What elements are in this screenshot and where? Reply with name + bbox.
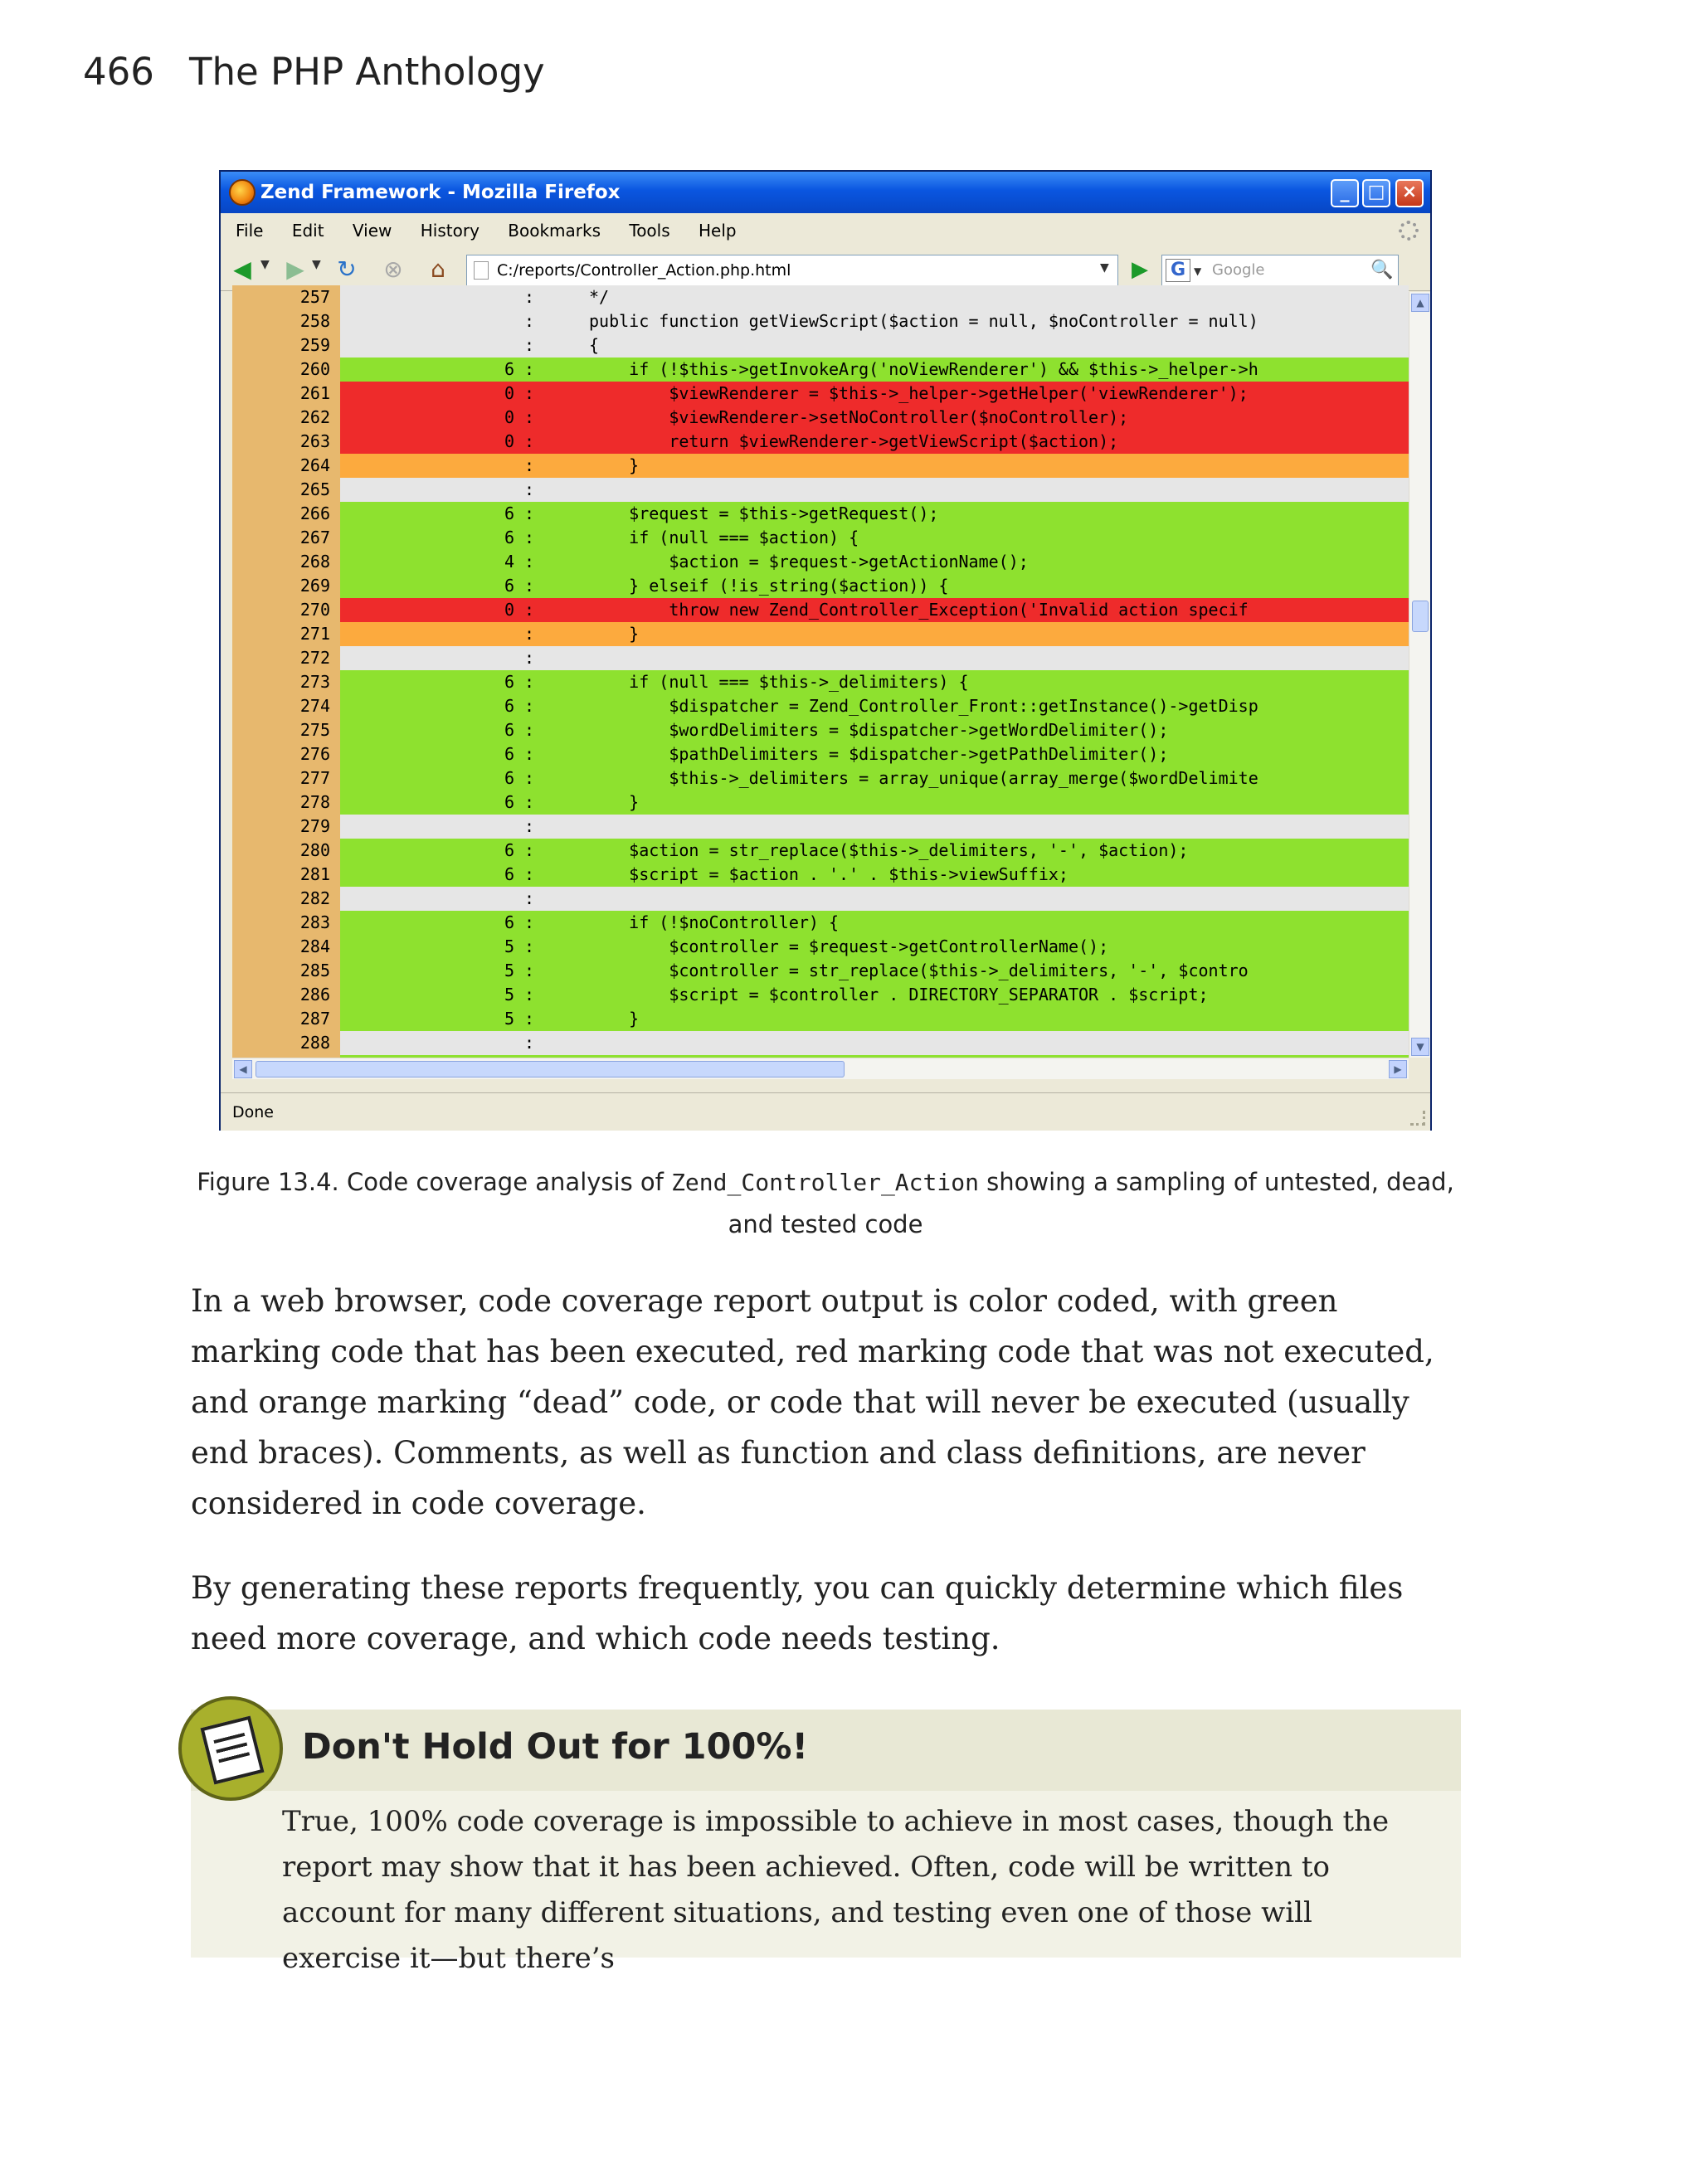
source-code: $wordDelimiters = $dispatcher->getWordDelimiter(); (589, 720, 1169, 740)
back-history-dropdown-icon[interactable]: ▼ (260, 258, 270, 271)
figure-caption (191, 1161, 1460, 1245)
caption-suffix: showing a sampling of untested, dead, and tested code (728, 1168, 1454, 1238)
code-line (232, 454, 1409, 478)
source-code: } elseif (!is_string($action)) { (589, 576, 949, 596)
forward-history-dropdown-icon[interactable]: ▼ (312, 258, 321, 271)
horizontal-scroll-thumb[interactable] (256, 1061, 845, 1077)
coverage-cell (340, 333, 1409, 358)
execution-count: 5 (504, 936, 514, 956)
source-code: throw new Zend_Controller_Exception('Invalid action specif (589, 600, 1249, 620)
line-number: 263 (232, 430, 340, 454)
execution-count: 0 (504, 383, 514, 403)
code-line (232, 430, 1409, 454)
separator-colon: : (524, 672, 535, 692)
source-code: public function getViewScript($action = null, $noController = null) (589, 311, 1258, 331)
coverage-cell (340, 598, 1409, 622)
line-number: 269 (232, 574, 340, 598)
code-line (232, 622, 1409, 646)
execution-count: 6 (504, 576, 514, 596)
separator-colon: : (524, 431, 535, 451)
coverage-cell (340, 478, 1409, 502)
separator-colon: : (524, 936, 535, 956)
source-code: $pathDelimiters = $dispatcher->getPathDelimiter(); (589, 744, 1169, 764)
line-number: 288 (232, 1031, 340, 1055)
code-line (232, 670, 1409, 694)
execution-count: 6 (504, 792, 514, 812)
line-number: 264 (232, 454, 340, 478)
code-line (232, 646, 1409, 670)
separator-colon: : (524, 792, 535, 812)
separator-colon: : (524, 455, 535, 475)
code-line (232, 815, 1409, 839)
coverage-cell (340, 406, 1409, 430)
code-line (232, 887, 1409, 911)
menu-bookmarks[interactable]: Bookmarks (508, 221, 601, 241)
execution-count: 6 (504, 864, 514, 884)
book-title: The PHP Anthology (189, 50, 545, 94)
maximize-button[interactable]: □ (1362, 179, 1390, 207)
code-line (232, 1007, 1409, 1031)
code-line (232, 718, 1409, 742)
vertical-scroll-thumb[interactable] (1412, 601, 1429, 632)
code-line (232, 285, 1409, 309)
scroll-left-arrow-icon[interactable]: ◀ (234, 1060, 252, 1078)
separator-colon: : (524, 696, 535, 716)
line-number: 285 (232, 959, 340, 983)
notepad-icon (178, 1696, 283, 1801)
menu-edit[interactable]: Edit (291, 221, 324, 241)
status-bar (221, 1092, 1430, 1131)
separator-colon: : (524, 912, 535, 932)
code-line (232, 406, 1409, 430)
code-line (232, 790, 1409, 815)
execution-count: 6 (504, 768, 514, 788)
execution-count: 6 (504, 720, 514, 740)
line-number: 274 (232, 694, 340, 718)
source-code: return $viewRenderer->getViewScript($action); (589, 431, 1119, 451)
line-number: 286 (232, 983, 340, 1007)
coverage-cell (340, 430, 1409, 454)
separator-colon: : (524, 768, 535, 788)
source-code: } (589, 792, 640, 812)
source-code: } (589, 624, 640, 644)
code-line (232, 309, 1409, 333)
line-number: 267 (232, 526, 340, 550)
coverage-cell (340, 1031, 1409, 1055)
code-line (232, 574, 1409, 598)
line-number: 284 (232, 935, 340, 959)
address-url: C:/reports/Controller_Action.php.html (497, 261, 791, 280)
address-bar[interactable] (466, 255, 1118, 286)
code-line (232, 983, 1409, 1007)
execution-count: 5 (504, 1009, 514, 1029)
vertical-scrollbar[interactable] (1409, 292, 1430, 1058)
separator-colon: : (524, 528, 535, 547)
separator-colon: : (524, 816, 535, 836)
coverage-cell (340, 454, 1409, 478)
code-line (232, 839, 1409, 863)
source-code: $action = $request->getActionName(); (589, 552, 1029, 572)
window-title: Zend Framework - Mozilla Firefox (260, 182, 621, 203)
status-text: Done (232, 1103, 274, 1121)
execution-count: 0 (504, 600, 514, 620)
separator-colon: : (524, 576, 535, 596)
menu-bar (221, 213, 1430, 248)
menu-history[interactable]: History (420, 221, 480, 241)
menu-file[interactable]: File (236, 221, 264, 241)
line-number: 271 (232, 622, 340, 646)
horizontal-scrollbar[interactable] (232, 1058, 1409, 1079)
execution-count: 4 (504, 552, 514, 572)
separator-colon: : (524, 503, 535, 523)
source-code: $script = $controller . DIRECTORY_SEPARATOR . $script; (589, 985, 1209, 1004)
separator-colon: : (524, 552, 535, 572)
coverage-cell (340, 742, 1409, 766)
separator-colon: : (524, 287, 535, 307)
line-number: 276 (232, 742, 340, 766)
code-line (232, 382, 1409, 406)
reload-icon[interactable]: ↻ (337, 255, 357, 283)
source-code: { (589, 335, 600, 355)
coverage-cell (340, 646, 1409, 670)
home-icon[interactable]: ⌂ (431, 255, 445, 283)
coverage-cell (340, 983, 1409, 1007)
source-code: $viewRenderer = $this->_helper->getHelper('viewRenderer'); (589, 383, 1249, 403)
search-engine-icon[interactable]: G (1166, 259, 1190, 282)
code-line (232, 1031, 1409, 1055)
coverage-cell (340, 911, 1409, 935)
coverage-cell (340, 815, 1409, 839)
source-code: } (589, 455, 640, 475)
separator-colon: : (524, 600, 535, 620)
source-code: $controller = str_replace($this->_delimiters, '-', $contro (589, 961, 1249, 980)
separator-colon: : (524, 864, 535, 884)
source-code: if (null === $this->_delimiters) { (589, 672, 969, 692)
line-number: 258 (232, 309, 340, 333)
separator-colon: : (524, 744, 535, 764)
coverage-cell (340, 502, 1409, 526)
separator-colon: : (524, 648, 535, 668)
code-line (232, 550, 1409, 574)
separator-colon: : (524, 311, 535, 331)
coverage-cell (340, 574, 1409, 598)
note-body: True, 100% code coverage is impossible to achieve in most cases, though the report may show that it has been achieved. Often, code will be written to account for many different situations, and testing even one of those will exercise it—but there’s (282, 1805, 1390, 1975)
code-line (232, 766, 1409, 790)
line-number: 257 (232, 285, 340, 309)
title-bar (221, 172, 1430, 213)
coverage-cell (340, 382, 1409, 406)
code-line (232, 598, 1409, 622)
execution-count: 5 (504, 985, 514, 1004)
source-code: $dispatcher = Zend_Controller_Front::getInstance()->getDisp (589, 696, 1258, 716)
source-code: } (589, 1009, 640, 1029)
code-coverage-report (232, 287, 1409, 1058)
separator-colon: : (524, 1033, 535, 1053)
line-number: 278 (232, 790, 340, 815)
note-header (191, 1710, 1461, 1791)
execution-count: 5 (504, 961, 514, 980)
search-bar[interactable] (1161, 255, 1399, 286)
browser-window (219, 170, 1432, 1131)
separator-colon: : (524, 383, 535, 403)
execution-count: 6 (504, 359, 514, 379)
line-number: 275 (232, 718, 340, 742)
coverage-cell (340, 863, 1409, 887)
running-header (83, 50, 545, 94)
execution-count: 0 (504, 431, 514, 451)
separator-colon: : (524, 624, 535, 644)
code-line (232, 694, 1409, 718)
coverage-cell (340, 935, 1409, 959)
line-number: 277 (232, 766, 340, 790)
execution-count: 6 (504, 696, 514, 716)
body-paragraph: In a web browser, code coverage report output is color coded, with green marking code that has been executed, red marking code that was not executed, and orange marking “dead” code, or code that will never be executed (usually end braces). Comments, as well as function and class definitions, are never considered in code coverage. (191, 1283, 1434, 1521)
coverage-cell (340, 1007, 1409, 1031)
execution-count: 6 (504, 528, 514, 547)
scroll-up-arrow-icon[interactable]: ▲ (1411, 294, 1429, 312)
code-line (232, 358, 1409, 382)
separator-colon: : (524, 720, 535, 740)
code-line (232, 526, 1409, 550)
caption-prefix: Figure 13.4. Code coverage analysis of (197, 1168, 672, 1196)
coverage-cell (340, 309, 1409, 333)
code-line (232, 935, 1409, 959)
separator-colon: : (524, 359, 535, 379)
execution-count: 0 (504, 407, 514, 427)
line-number: 280 (232, 839, 340, 863)
line-number: 281 (232, 863, 340, 887)
menu-tools[interactable]: Tools (629, 221, 670, 241)
line-number: 261 (232, 382, 340, 406)
separator-colon: : (524, 985, 535, 1004)
coverage-cell (340, 766, 1409, 790)
line-number: 287 (232, 1007, 340, 1031)
execution-count: 6 (504, 672, 514, 692)
execution-count: 6 (504, 744, 514, 764)
go-arrow-icon[interactable]: ▶ (1132, 257, 1148, 282)
line-number: 283 (232, 911, 340, 935)
separator-colon: : (524, 479, 535, 499)
execution-count: 6 (504, 503, 514, 523)
menu-view[interactable]: View (352, 221, 392, 241)
line-number: 259 (232, 333, 340, 358)
source-code: */ (589, 287, 610, 307)
source-code: $request = $this->getRequest(); (589, 503, 939, 523)
coverage-cell (340, 887, 1409, 911)
coverage-cell (340, 718, 1409, 742)
source-code: $this->_delimiters = array_unique(array_merge($wordDelimite (589, 768, 1258, 788)
throbber-icon (1399, 221, 1419, 241)
scroll-right-arrow-icon[interactable]: ▶ (1389, 1060, 1407, 1078)
separator-colon: : (524, 1009, 535, 1029)
execution-count: 6 (504, 840, 514, 860)
line-number: 266 (232, 502, 340, 526)
source-code: $action = str_replace($this->_delimiters, '-', $action); (589, 840, 1189, 860)
source-code: $controller = $request->getControllerName(); (589, 936, 1109, 956)
firefox-icon (229, 179, 256, 206)
line-number: 260 (232, 358, 340, 382)
line-number: 262 (232, 406, 340, 430)
separator-colon: : (524, 335, 535, 355)
note-box (191, 1710, 1461, 1975)
code-line (232, 911, 1409, 935)
line-number: 268 (232, 550, 340, 574)
line-number: 270 (232, 598, 340, 622)
separator-colon: : (524, 961, 535, 980)
coverage-cell (340, 526, 1409, 550)
code-line (232, 742, 1409, 766)
minimize-button[interactable]: _ (1331, 179, 1359, 207)
coverage-cell (340, 670, 1409, 694)
coverage-cell (340, 285, 1409, 309)
caption-class-name: Zend_Controller_Action (671, 1169, 979, 1196)
separator-colon: : (524, 888, 535, 908)
line-number: 279 (232, 815, 340, 839)
coverage-cell (340, 694, 1409, 718)
line-number: 265 (232, 478, 340, 502)
url-history-dropdown-icon[interactable]: ▼ (1100, 261, 1109, 275)
body-paragraph: By generating these reports frequently, you can quickly determine which files need more coverage, and which code needs testing. (191, 1570, 1404, 1656)
source-code: if (!$this->getInvokeArg('noViewRenderer') && $this->_helper->h (589, 359, 1258, 379)
code-line (232, 959, 1409, 983)
code-line (232, 333, 1409, 358)
coverage-cell (340, 790, 1409, 815)
coverage-cell (340, 622, 1409, 646)
coverage-cell (340, 839, 1409, 863)
code-line (232, 478, 1409, 502)
coverage-cell (340, 358, 1409, 382)
search-placeholder: Google (1212, 261, 1265, 279)
coverage-cell (340, 550, 1409, 574)
scroll-down-arrow-icon[interactable]: ▼ (1411, 1038, 1429, 1056)
separator-colon: : (524, 840, 535, 860)
separator-colon: : (524, 407, 535, 427)
resize-grip-icon[interactable] (1410, 1111, 1425, 1126)
source-code: $script = $action . '.' . $this->viewSuffix; (589, 864, 1069, 884)
menu-help[interactable]: Help (699, 221, 737, 241)
source-code: $viewRenderer->setNoController($noController); (589, 407, 1129, 427)
stop-icon[interactable]: ⊗ (383, 255, 403, 283)
back-arrow-icon[interactable]: ◀ (233, 255, 251, 283)
code-line (232, 502, 1409, 526)
search-engine-dropdown-icon[interactable]: ▼ (1194, 265, 1202, 277)
coverage-cell (340, 959, 1409, 983)
line-number: 273 (232, 670, 340, 694)
close-button[interactable]: × (1395, 179, 1424, 207)
line-number: 272 (232, 646, 340, 670)
source-code: if (null === $action) { (589, 528, 859, 547)
page-icon (474, 261, 489, 280)
line-number: 282 (232, 887, 340, 911)
note-title: Don't Hold Out for 100%! (302, 1726, 809, 1768)
forward-arrow-icon[interactable]: ▶ (286, 255, 304, 283)
code-line (232, 863, 1409, 887)
search-icon[interactable]: 🔍 (1370, 260, 1394, 280)
execution-count: 6 (504, 912, 514, 932)
source-code: if (!$noController) { (589, 912, 840, 932)
page-number: 466 (83, 50, 154, 94)
